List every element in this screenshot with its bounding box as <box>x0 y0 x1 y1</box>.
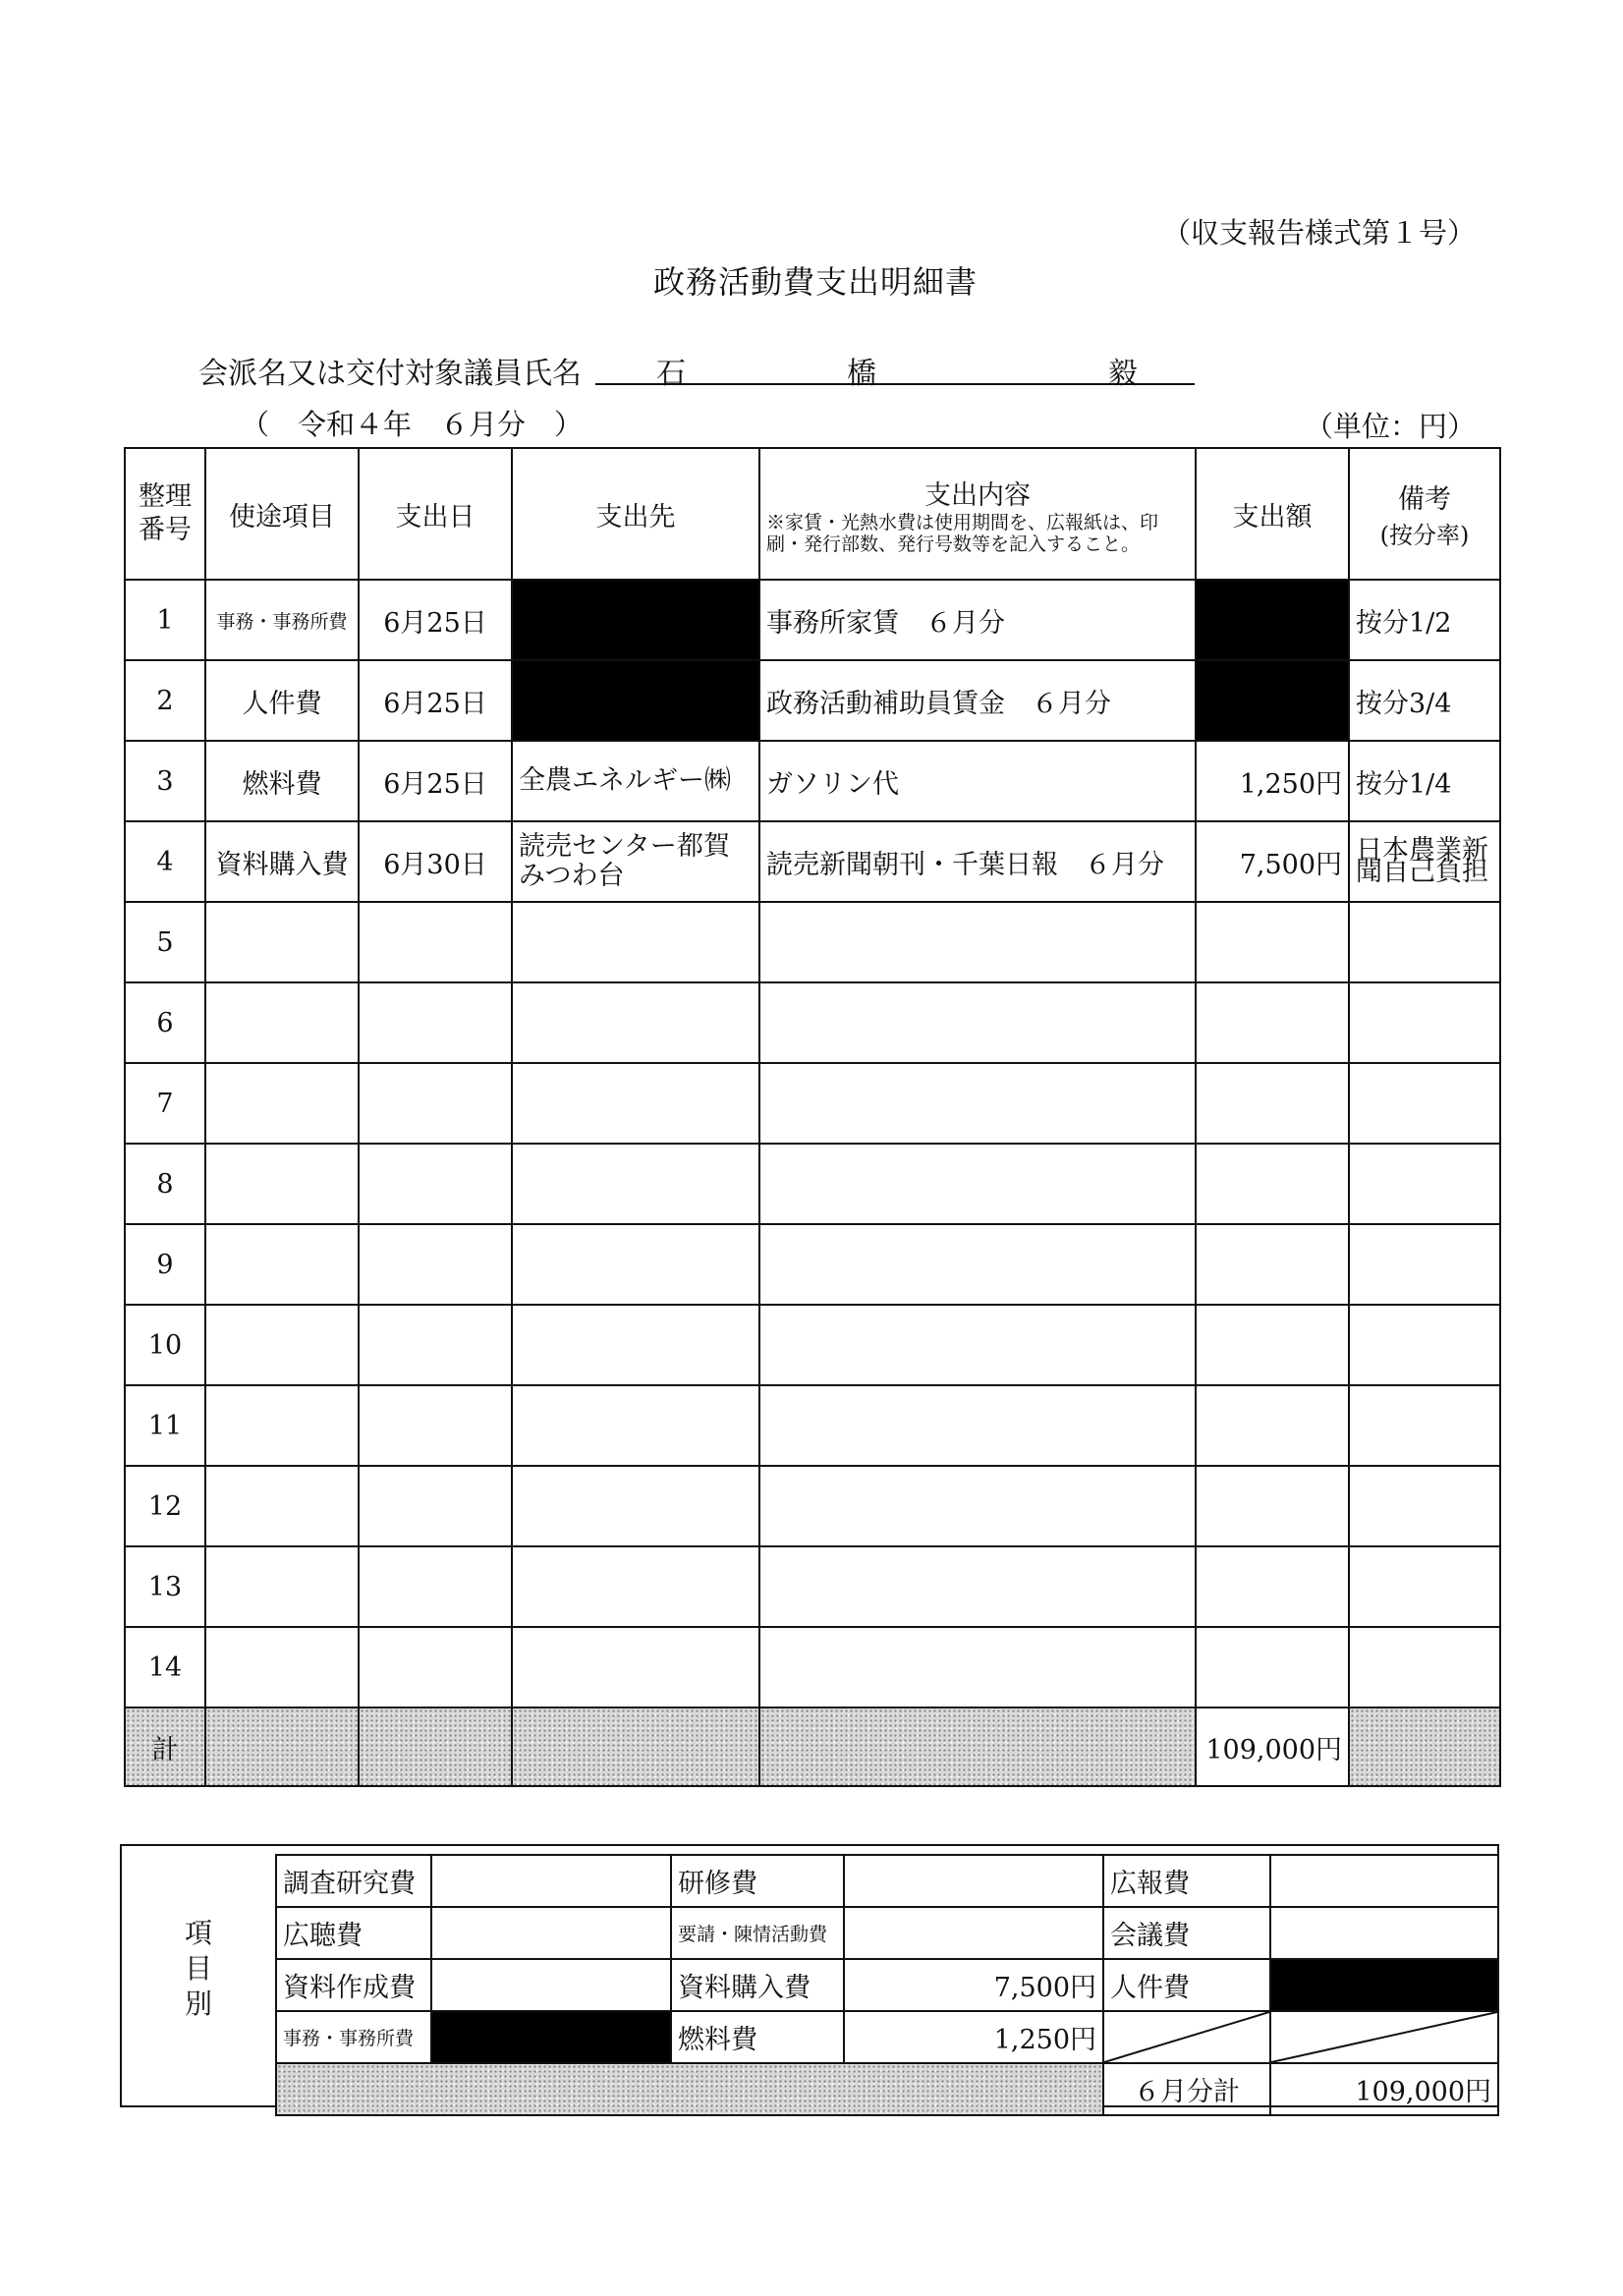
row-purpose <box>205 1224 359 1305</box>
row-no: 2 <box>125 660 205 741</box>
row-amount <box>1196 1063 1349 1144</box>
row-amount <box>1196 1385 1349 1466</box>
table-row <box>125 1546 1500 1627</box>
row-no: 8 <box>125 1144 205 1224</box>
row-date <box>359 902 512 982</box>
row-content: 読売新聞朝刊・千葉日報 ６月分 <box>759 821 1196 902</box>
table-row <box>125 741 1500 821</box>
row-date <box>359 1224 512 1305</box>
row-no: 7 <box>125 1063 205 1144</box>
row-purpose: 資料購入費 <box>205 821 359 902</box>
month-total-value: 109,000円 <box>1270 2063 1498 2115</box>
row-payee <box>512 1385 759 1466</box>
member-name-label: 会派名又は交付対象議員氏名 <box>198 357 582 391</box>
row-remarks <box>1349 1546 1500 1627</box>
summary-value-petition <box>844 1907 1103 1959</box>
row-payee <box>512 1305 759 1385</box>
row-no: 5 <box>125 902 205 982</box>
row-payee <box>512 1466 759 1546</box>
row-amount <box>1196 902 1349 982</box>
table-row <box>125 1224 1500 1305</box>
table-row <box>125 1144 1500 1224</box>
row-purpose <box>205 1385 359 1466</box>
row-content: ガソリン代 <box>759 741 1196 821</box>
row-purpose <box>205 1546 359 1627</box>
row-remarks <box>1349 902 1500 982</box>
summary-empty-slashed <box>1103 2011 1270 2063</box>
row-remarks <box>1349 1385 1500 1466</box>
row-remarks <box>1349 1305 1500 1385</box>
row-purpose: 人件費 <box>205 660 359 741</box>
row-amount <box>1196 1224 1349 1305</box>
shaded-cell <box>205 1708 359 1786</box>
header-amount: 支出額 <box>1196 448 1349 580</box>
row-remarks <box>1349 1224 1500 1305</box>
shaded-cell <box>359 1708 512 1786</box>
row-amount: 7,500円 <box>1196 821 1349 902</box>
row-payee: 読売センター都賀みつわ台 <box>512 821 759 902</box>
summary-shaded-area <box>276 2063 1103 2115</box>
table-row <box>125 580 1500 660</box>
member-name-part-1: 石 <box>656 357 686 391</box>
summary-value-document-prep <box>431 1959 671 2011</box>
row-purpose <box>205 1063 359 1144</box>
row-no: 13 <box>125 1546 205 1627</box>
row-purpose <box>205 1627 359 1708</box>
row-amount <box>1196 982 1349 1063</box>
summary-label-petition: 要請・陳情活動費 <box>671 1907 844 1959</box>
row-date <box>359 1627 512 1708</box>
row-remarks <box>1349 1144 1500 1224</box>
table-header-row <box>125 448 1500 580</box>
row-date: 6月25日 <box>359 741 512 821</box>
table-row <box>125 1466 1500 1546</box>
row-no: 11 <box>125 1385 205 1466</box>
summary-value-meeting <box>1270 1907 1498 1959</box>
summary-table <box>275 1854 1499 2116</box>
row-content <box>759 902 1196 982</box>
row-remarks: 按分1/2 <box>1349 580 1500 660</box>
form-number: （収支報告様式第１号） <box>1161 216 1476 250</box>
row-date <box>359 982 512 1063</box>
row-no: 9 <box>125 1224 205 1305</box>
expense-detail-table <box>124 447 1501 1787</box>
row-payee <box>512 1144 759 1224</box>
row-amount <box>1196 580 1349 660</box>
row-purpose: 燃料費 <box>205 741 359 821</box>
row-payee <box>512 660 759 741</box>
row-payee <box>512 902 759 982</box>
row-no: 4 <box>125 821 205 902</box>
summary-label-meeting: 会議費 <box>1103 1907 1270 1959</box>
row-content <box>759 1224 1196 1305</box>
row-payee: 全農エネルギー㈱ <box>512 741 759 821</box>
row-date <box>359 1063 512 1144</box>
table-row <box>125 660 1500 741</box>
summary-label-training: 研修費 <box>671 1855 844 1907</box>
row-payee <box>512 982 759 1063</box>
row-no: 14 <box>125 1627 205 1708</box>
row-amount <box>1196 660 1349 741</box>
summary-value-pr <box>1270 1855 1498 1907</box>
summary-value-research <box>431 1855 671 1907</box>
row-payee <box>512 1546 759 1627</box>
table-row <box>125 902 1500 982</box>
row-purpose: 事務・事務所費 <box>205 580 359 660</box>
row-content: 政務活動補助員賃金 ６月分 <box>759 660 1196 741</box>
summary-empty-slashed <box>1270 2011 1498 2063</box>
row-payee <box>512 1224 759 1305</box>
row-date <box>359 1144 512 1224</box>
currency-unit: （単位：円） <box>1304 410 1476 443</box>
row-no: 6 <box>125 982 205 1063</box>
summary-label: 項目別 <box>184 1917 212 2020</box>
row-content <box>759 1546 1196 1627</box>
row-purpose <box>205 1144 359 1224</box>
row-no: 12 <box>125 1466 205 1546</box>
table-row <box>125 1063 1500 1144</box>
row-amount <box>1196 1546 1349 1627</box>
row-amount <box>1196 1305 1349 1385</box>
header-content <box>759 448 1196 580</box>
row-date: 6月30日 <box>359 821 512 902</box>
row-remarks: 按分3/4 <box>1349 660 1500 741</box>
row-remarks: 按分1/4 <box>1349 741 1500 821</box>
table-row <box>125 982 1500 1063</box>
row-date: 6月25日 <box>359 580 512 660</box>
summary-value-hearing <box>431 1907 671 1959</box>
total-row <box>125 1708 1500 1786</box>
row-payee <box>512 580 759 660</box>
row-date: 6月25日 <box>359 660 512 741</box>
row-content <box>759 1466 1196 1546</box>
header-remarks-sub: (按分率) <box>1379 522 1470 549</box>
document-title: 政務活動費支出明細書 <box>652 263 978 301</box>
summary-label-hearing: 広聴費 <box>276 1907 431 1959</box>
row-content <box>759 1305 1196 1385</box>
header-content-note: ※家賃・光熱水費は使用期間を、広報紙は、印刷・発行部数、発行号数等を記入すること。 <box>766 511 1159 555</box>
month-total-label: ６月分計 <box>1103 2063 1270 2115</box>
row-purpose <box>205 1466 359 1546</box>
total-amount: 109,000円 <box>1196 1708 1349 1786</box>
row-purpose <box>205 982 359 1063</box>
table-row <box>125 821 1500 902</box>
row-content: 事務所家賃 ６月分 <box>759 580 1196 660</box>
shaded-cell <box>1349 1708 1500 1786</box>
row-content <box>759 1144 1196 1224</box>
row-amount <box>1196 1144 1349 1224</box>
row-amount: 1,250円 <box>1196 741 1349 821</box>
row-remarks <box>1349 982 1500 1063</box>
summary-value-fuel: 1,250円 <box>844 2011 1103 2063</box>
summary-value-materials: 7,500円 <box>844 1959 1103 2011</box>
row-date <box>359 1385 512 1466</box>
table-row <box>125 1385 1500 1466</box>
header-no: 整理番号 <box>125 448 205 580</box>
header-remarks-title: 備考 <box>1398 484 1451 515</box>
summary-value-personnel-redacted <box>1270 1959 1498 2011</box>
row-payee <box>512 1627 759 1708</box>
summary-label-document-prep: 資料作成費 <box>276 1959 431 2011</box>
total-label: 計 <box>125 1708 205 1786</box>
row-amount <box>1196 1627 1349 1708</box>
row-remarks <box>1349 1627 1500 1708</box>
row-date <box>359 1546 512 1627</box>
summary-label-research: 調査研究費 <box>276 1855 431 1907</box>
row-content <box>759 1385 1196 1466</box>
row-no: 1 <box>125 580 205 660</box>
row-remarks: 日本農業新聞自己負担 <box>1349 821 1500 902</box>
row-purpose <box>205 902 359 982</box>
header-payee: 支出先 <box>512 448 759 580</box>
member-name-part-3: 毅 <box>1108 357 1138 391</box>
table-row <box>125 1305 1500 1385</box>
header-remarks <box>1349 448 1500 580</box>
header-date: 支出日 <box>359 448 512 580</box>
summary-value-office-redacted <box>431 2011 671 2063</box>
row-content <box>759 1627 1196 1708</box>
summary-label-fuel: 燃料費 <box>671 2011 844 2063</box>
shaded-cell <box>512 1708 759 1786</box>
row-date <box>359 1466 512 1546</box>
summary-label-personnel: 人件費 <box>1103 1959 1270 2011</box>
header-content-title: 支出内容 <box>924 479 1031 511</box>
row-no: 10 <box>125 1305 205 1385</box>
header-purpose: 使途項目 <box>205 448 359 580</box>
row-payee <box>512 1063 759 1144</box>
row-purpose <box>205 1305 359 1385</box>
summary-label-office: 事務・事務所費 <box>276 2011 431 2063</box>
row-no: 3 <box>125 741 205 821</box>
row-remarks <box>1349 1063 1500 1144</box>
shaded-cell <box>759 1708 1196 1786</box>
member-name-part-2: 橋 <box>847 357 876 391</box>
row-remarks <box>1349 1466 1500 1546</box>
row-content <box>759 982 1196 1063</box>
summary-label-pr: 広報費 <box>1103 1855 1270 1907</box>
summary-value-training <box>844 1855 1103 1907</box>
row-amount <box>1196 1466 1349 1546</box>
table-row <box>125 1627 1500 1708</box>
summary-label-materials: 資料購入費 <box>671 1959 844 2011</box>
row-date <box>359 1305 512 1385</box>
reporting-period: （ 令和４年 ６月分 ） <box>241 408 584 441</box>
row-content <box>759 1063 1196 1144</box>
